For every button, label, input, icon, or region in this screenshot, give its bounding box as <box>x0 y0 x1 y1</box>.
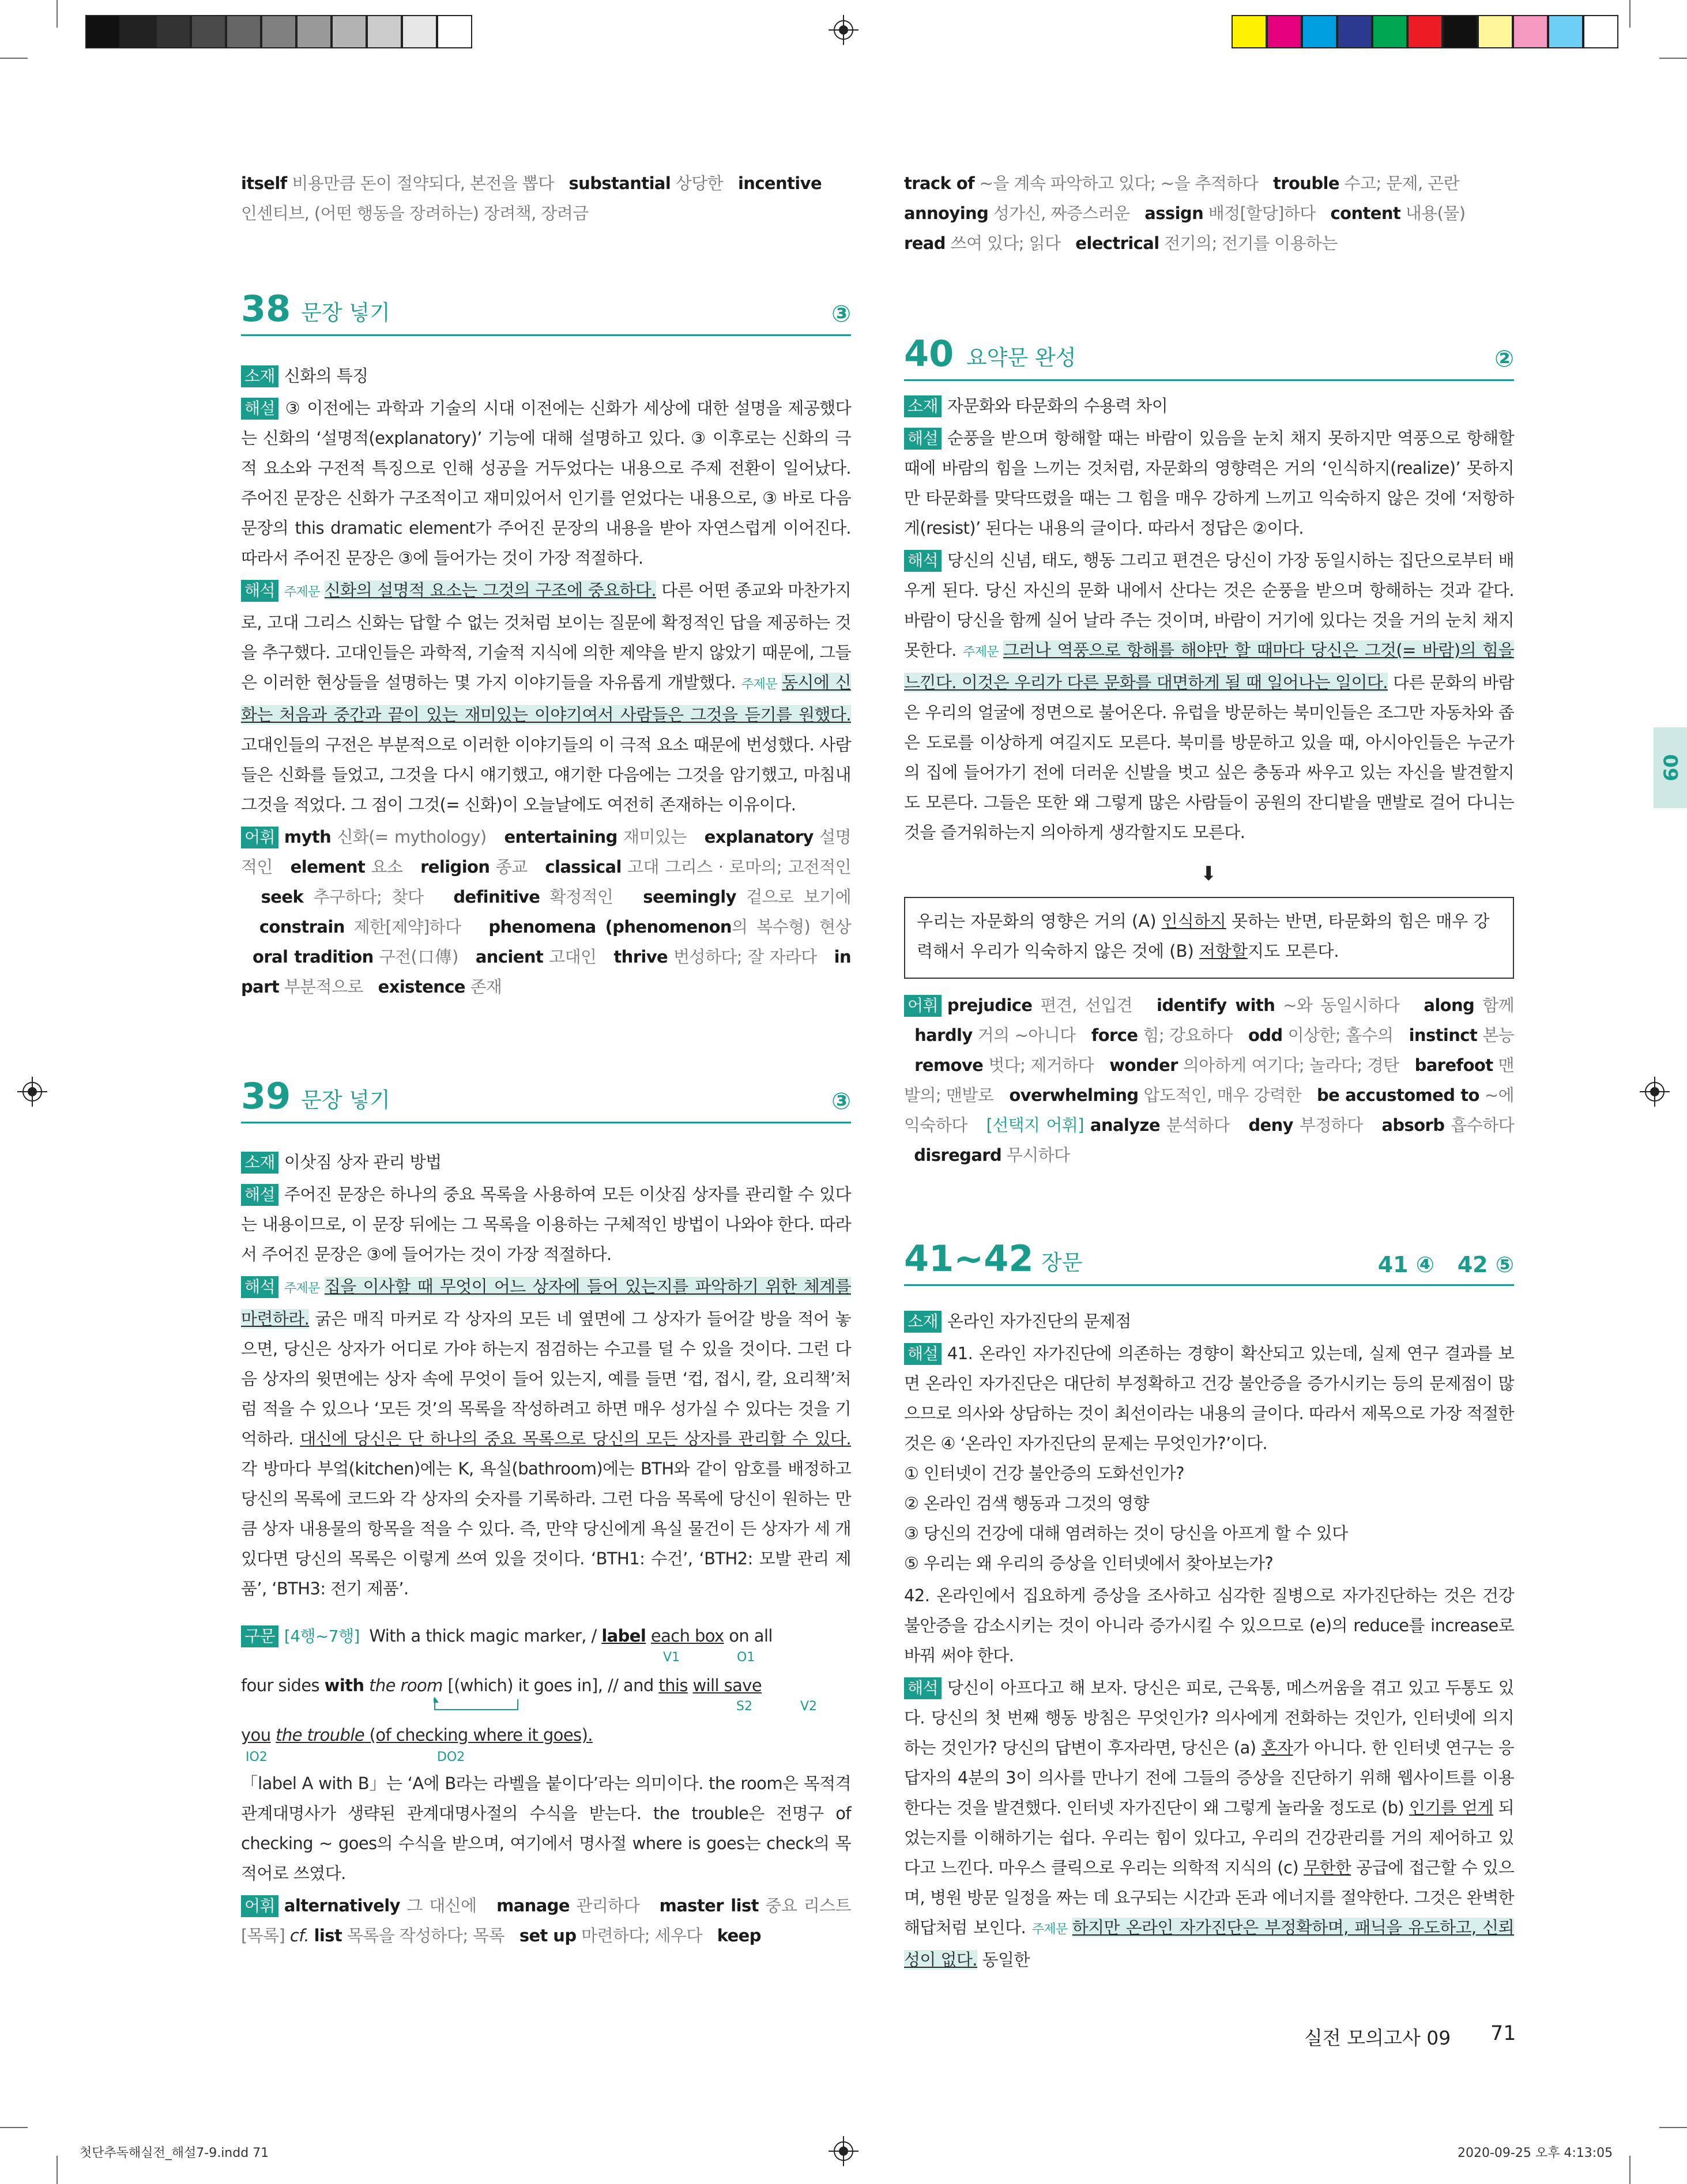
topic-line: 소재 이삿짐 상자 관리 방법 <box>241 1147 851 1177</box>
explanation-paragraph: 42. 온라인에서 집요하게 증상을 조사하고 심각한 질병으로 자가진단하는 것은 건강 불안증을 감소시키는 것이 아니라 증가시킬 수 있으므로 (e)의 reduce를 increase로 바꿔 써야 한다. <box>904 1586 1514 1665</box>
section-title: 문장 넣기 <box>301 300 390 325</box>
crop-mark <box>0 2127 28 2128</box>
translation-paragraph: 해석 주제문 집을 이사할 때 무엇이 어느 상자에 들어 있는지를 파악하기 위한 체계를 마련하라. 굵은 매직 마커로 각 상자의 모든 네 옆면에 그 상자가 들어갈 방을 적어 놓으면, 당신은 상자가 어디로 가야 하는지 점검하는 수고를 덜 수 있을 것이다. 그런 다음 상자의 윗면에는 상자 속에 무엇이 들어 있는지, 예를 들면 ‘컵, 접시, 칼, 요리책’처럼 적을 수 있으나 ‘모든 것’의 목록을 작성하려고 하면 매우 성가실 수 있다는 것을 기억하라. 대신에 당신은 단 하나의 중요 목록으로 당신의 모든 상자를 관리할 수 있다. 각 방마다 부엌(kitchen)에는 K, 욕실(bathroom)에는 BTH와 같이 암호를 배정하고 당신의 목록에 코드와 각 상자의 숫자를 기록하라. 그런 다음 목록에 당신이 원하는 만큼 상자 내용물의 항목을 적을 수 있다. 즉, 만약 당신에게 욕실 물건이 든 상자가 세 개 있다면 당신의 목록은 이렇게 쓰여 있을 것이다. ‘BTH1: 수건’, ‘BTH2: 모발 관리 제품’, ‘BTH3: 전기 제품’. <box>241 1277 851 1598</box>
down-arrow-icon: ⬇ <box>1200 862 1217 885</box>
gray-swatch <box>332 15 367 48</box>
explanation-paragraph: 해설 주어진 문장은 하나의 중요 목록을 사용하여 모든 이삿짐 상자를 관리할 수 있다는 내용이므로, 이 문장 뒤에는 그 목록을 이용하는 구체적인 방법이 나와야 한다. 따라서 주어진 문장은 ③에 들어가는 것이 가장 적절하다. <box>241 1185 851 1264</box>
section-title: 장문 <box>1041 1250 1083 1275</box>
process-swatch <box>1232 15 1267 48</box>
section-number: 39 <box>241 1075 291 1117</box>
chapter-number: 09 <box>1658 754 1682 782</box>
section-answer: ③ <box>831 1088 851 1115</box>
process-swatch <box>1372 15 1407 48</box>
process-swatch <box>1337 15 1372 48</box>
grammar-label: IO2 <box>246 1750 268 1764</box>
process-swatch <box>1407 15 1443 48</box>
page-number: 71 <box>1490 2022 1516 2045</box>
crop-mark <box>1659 58 1687 59</box>
grammar-arrow-icon <box>434 1697 520 1714</box>
gray-swatch <box>296 15 332 48</box>
registration-mark-icon <box>1640 1077 1670 1107</box>
grammar-line-2: four sides with the room [(which) it goes in], // and this will save <box>241 1676 762 1695</box>
summary-box: 우리는 자문화의 영향은 거의 (A) 인식하지 못하는 반면, 타문화의 힘은 매우 강력해서 우리가 익숙하지 않은 것에 (B) 저항할지도 모른다. <box>904 897 1514 979</box>
section-title: 문장 넣기 <box>301 1088 390 1112</box>
section-41-42-header <box>904 1238 1514 1286</box>
topic-line: 소재 자문화와 타문화의 수용력 차이 <box>904 391 1514 421</box>
grammar-label: O1 <box>737 1650 755 1665</box>
gray-swatch <box>120 15 156 48</box>
section-answer: ③ <box>831 301 851 327</box>
grammar-label: V2 <box>800 1699 818 1714</box>
vocab-paragraph: 어휘 prejudice 편견, 선입견 identify with ~와 동일시하다 along 함께 hardly 거의 ~아니다 force 힘; 강요하다 odd 이상한; 홀수의 instinct 본능 remove 벗다; 제거하다 wonder 의아하게 여기다; 놀라다; 경탄 barefoot 맨발의; 맨발로 overwhelming 압도적인, 매우 강력한 be accustomed to ~에 익숙하다 [선택지 어휘] analyze 분석하다 deny 부정하다 absorb 흡수하다 disregard 무시하다 <box>904 995 1515 1165</box>
gray-swatch <box>191 15 226 48</box>
registration-mark-icon <box>829 15 858 45</box>
section-38-body <box>241 361 851 1002</box>
crop-mark <box>1659 2127 1687 2128</box>
print-timestamp: 2020-09-25 오후 4:13:05 <box>1458 2146 1613 2160</box>
registration-mark-icon <box>17 1077 47 1107</box>
section-39-header <box>241 1076 851 1123</box>
crop-mark <box>57 0 58 28</box>
section-39-body <box>241 1147 851 1604</box>
section-number: 38 <box>241 288 291 330</box>
grammar-line-3: you the trouble (of checking where it goes). <box>241 1725 593 1745</box>
section-41-42-body <box>904 1306 1514 1975</box>
left-top-vocab: itself 비용만큼 돈이 절약되다, 본전을 뽑다 substantial 상당한 incentive 인센티브, (어떤 행동을 장려하는) 장려책, 장려금 <box>241 173 822 223</box>
chapter-side-tab <box>1654 727 1687 808</box>
process-swatch <box>1267 15 1302 48</box>
registration-mark-icon <box>829 2136 858 2166</box>
section-title: 요약문 완성 <box>966 345 1076 370</box>
section-number: 40 <box>904 333 954 375</box>
grammar-label: S2 <box>736 1699 752 1714</box>
section-39-notes <box>241 1768 851 1951</box>
section-answer: 41 ④ 42 ⑤ <box>1377 1252 1514 1277</box>
process-swatch <box>1443 15 1478 48</box>
gray-swatch <box>367 15 402 48</box>
process-swatch <box>1302 15 1337 48</box>
grammar-label: DO2 <box>437 1750 465 1764</box>
section-answer: ② <box>1494 346 1514 372</box>
gray-swatch <box>156 15 191 48</box>
file-name: 첫단추독해실전_해설7-9.indd 71 <box>80 2146 269 2160</box>
translation-paragraph: 해석 주제문 신화의 설명적 요소는 그것의 구조에 중요하다. 다른 어떤 종교와 마찬가지로, 고대 그리스 신화는 답할 수 없는 것처럼 보이는 질문에 확정적인 답을 제공하는 것을 추구했다. 고대인들은 과학적, 기술적 지식에 의한 제약을 받지 않았기 때문에, 그들은 이러한 현상들을 설명하는 몇 가지 이야기들을 자유롭게 개발했다. 주제문 동시에 신화는 처음과 중간과 끝이 있는 재미있는 이야기여서 사람들은 그것을 듣기를 원했다. 고대인들의 구전은 부분적으로 이러한 이야기들의 이 극적 요소 때문에 번성했다. 사람들은 신화를 들었고, 그것을 다시 얘기했고, 얘기한 다음에는 그것을 암기했고, 마침내 그것을 적었다. 그 점이 그것(= 신화)이 오늘날에도 여전히 존재하는 이유이다. <box>241 580 852 814</box>
option-item: ③ 당신의 건강에 대해 염려하는 것이 당신을 아프게 할 수 있다 <box>904 1523 1348 1543</box>
process-swatch <box>1548 15 1583 48</box>
gray-swatch <box>437 15 472 48</box>
vocab-paragraph: 어휘 alternatively 그 대신에 manage 관리하다 master list 중요 리스트[목록] cf. list 목록을 작성하다; 목록 set up 마련하다; 세우다 keep <box>241 1896 851 1945</box>
section-40-vocab <box>904 990 1514 1170</box>
section-40-header <box>904 333 1514 381</box>
gray-swatch <box>261 15 296 48</box>
option-item: ② 온라인 검색 행동과 그것의 영향 <box>904 1493 1149 1513</box>
crop-mark <box>1629 0 1630 28</box>
option-item: ⑤ 우리는 왜 우리의 증상을 인터넷에서 찾아보는가? <box>904 1553 1274 1573</box>
process-swatch <box>1478 15 1513 48</box>
gray-swatch <box>402 15 437 48</box>
gray-swatch <box>85 15 120 48</box>
process-swatch <box>1583 15 1618 48</box>
section-38-header <box>241 288 851 336</box>
gray-swatch <box>226 15 261 48</box>
explanation-paragraph: 해설 순풍을 받으며 항해할 때는 바람이 있음을 눈치 채지 못하지만 역풍으로 항해할 때에 바람의 힘을 느끼는 것처럼, 자문화의 영향력은 거의 ‘인식하지(realize)’ 못하지만 타문화를 맞닥뜨렸을 때는 그 힘을 매우 강하게 느끼고 익숙하지 않은 것에 ‘저항하게(resist)’ 된다는 내용의 글이다. 따라서 정답은 ②이다. <box>904 428 1514 538</box>
footer-title: 실전 모의고사 09 <box>1304 2027 1451 2049</box>
grammar-label: V1 <box>663 1650 680 1665</box>
translation-paragraph: 해석 당신이 아프다고 해 보자. 당신은 피로, 근육통, 메스꺼움을 겪고 있고 두통도 있다. 당신의 첫 번째 행동 방침은 무엇인가? 의사에게 전화하는 것인가, 인터넷에 의지하는 것인가? 당신의 답변이 후자라면, 당신은 (a) 혼자가 아니다. 한 인터넷 연구는 응답자의 4분의 3이 의사를 만나기 전에 그들의 증상을 진단하기 위해 웹사이트를 이용한다는 것을 발견했다. 인터넷 자가진단이 왜 그렇게 놀라울 정도로 (b) 인기를 얻게 되었는지를 이해하기는 쉽다. 우리는 힘이 있다고, 우리의 건강관리를 거의 제어하고 있다고 느낀다. 마우스 클릭으로 우리는 의학적 지식의 (c) 무한한 공급에 접근할 수 있으며, 병원 방문 일정을 짜는 데 요구되는 시간과 돈과 에너지를 절약한다. 그것은 완벽한 해답처럼 보인다. 주제문 하지만 온라인 자가진단은 부정확하며, 패닉을 유도하고, 신뢰성이 없다. 동일한 <box>904 1678 1514 1970</box>
crop-mark <box>0 58 28 59</box>
section-number: 41~42 <box>904 1238 1034 1280</box>
translation-paragraph: 해석 당신의 신념, 태도, 행동 그리고 편견은 당신이 가장 동일시하는 집단으로부터 배우게 된다. 당신 자신의 문화 내에서 산다는 것은 순풍을 받으며 항해하는 것과 같다. 바람이 당신을 함께 실어 날라 주는 것이며, 바람이 거기에 있다는 것을 거의 눈치 채지 못한다. 주제문 그러나 역풍으로 항해를 해야만 할 때마다 당신은 그것(= 바람)의 힘을 느낀다. 이것은 우리가 다른 문화를 대면하게 될 때 일어나는 일이다. 다른 문화의 바람은 우리의 얼굴에 정면으로 불어온다. 유럽을 방문하는 북미인들은 조그만 자동차와 좁은 도로를 이상하게 여길지도 모른다. 북미를 방문하고 있을 때, 아시아인들은 누군가의 집에 들어가기 전에 더러운 신발을 벗고 싶은 충동과 싸우고 있는 자신을 발견할지도 모른다. 그들은 또한 왜 그렇게 많은 사람들이 공원의 잔디밭을 맨발로 걸어 다니는 것을 즐거워하는지 의아하게 생각할지도 모른다. <box>904 550 1514 842</box>
option-item: ① 인터넷이 건강 불안증의 도화선인가? <box>904 1463 1184 1483</box>
process-swatch <box>1513 15 1548 48</box>
topic-line: 소재 신화의 특징 <box>241 361 851 391</box>
explanation-paragraph: 해설 ③ 이전에는 과학과 기술의 시대 이전에는 신화가 세상에 대한 설명을 제공했다는 신화의 ‘설명적(explanatory)’ 기능에 대해 설명하고 있다. ③ 이후로는 신화의 극적 요소와 구전적 특징으로 인해 성공을 거두었다는 내용으로 주제 전환이 일어났다. 주어진 문장은 신화가 구조적이고 재미있어서 인기를 얻었다는 내용으로, ③ 바로 다음 문장의 this dramatic element가 주어진 문장의 내용을 받아 자연스럽게 이어진다. 따라서 주어진 문장은 ③에 들어가는 것이 가장 적절하다. <box>241 398 851 568</box>
section-40-body <box>904 391 1514 847</box>
vocab-paragraph: 어휘 myth 신화(= mythology) entertaining 재미있는 explanatory 설명적인 element 요소 religion 종교 classical 고대 그리스 · 로마의; 고전적인 seek 추구하다; 찾다 definitive 확정적인 seemingly 겉으로 보기에 constrain 제한[제약]하다 phenomena (phenomenon의 복수형) 현상 oral tradition 구전(口傳) ancient 고대인 thrive 번성하다; 잘 자라다 in part 부분적으로 existence 존재 <box>241 827 852 997</box>
grammar-note: 「label A with B」는 ‘A에 B라는 라벨을 붙이다’라는 의미이다. the room은 목적격 관계대명사가 생략된 관계대명사절의 수식을 받는다. the trouble은 전명구 of checking ~ goes의 수식을 받으며, 여기에서 명사절 where is goes는 check의 목적어로 쓰였다. <box>241 1774 851 1883</box>
right-top-vocab: track of ~을 계속 파악하고 있다; ~을 추적하다 trouble 수고; 문제, 곤란 annoying 성가신, 짜증스러운 assign 배정[할당]하다 content 내용(물) read 쓰여 있다; 읽다 electrical 전기의; 전기를 이용하는 <box>904 173 1466 253</box>
topic-line: 소재 온라인 자가진단의 문제점 <box>904 1306 1514 1336</box>
crop-mark <box>1629 2156 1630 2184</box>
crop-mark <box>57 2156 58 2184</box>
grammar-line-1: 구문 [4행~7행] With a thick magic marker, / label each box on all <box>241 1621 851 1651</box>
explanation-paragraph: 해설 41. 온라인 자가진단에 의존하는 경향이 확산되고 있는데, 실제 연구 결과를 보면 온라인 자가진단은 대단히 부정확하고 건강 불안증을 증가시키는 등의 문제점이 많으므로 의사와 상담하는 것이 최선이라는 내용의 글이다. 따라서 제목으로 가장 적절한 것은 ④ ‘온라인 자가진단의 문제는 무엇인가?’이다. <box>904 1344 1514 1453</box>
